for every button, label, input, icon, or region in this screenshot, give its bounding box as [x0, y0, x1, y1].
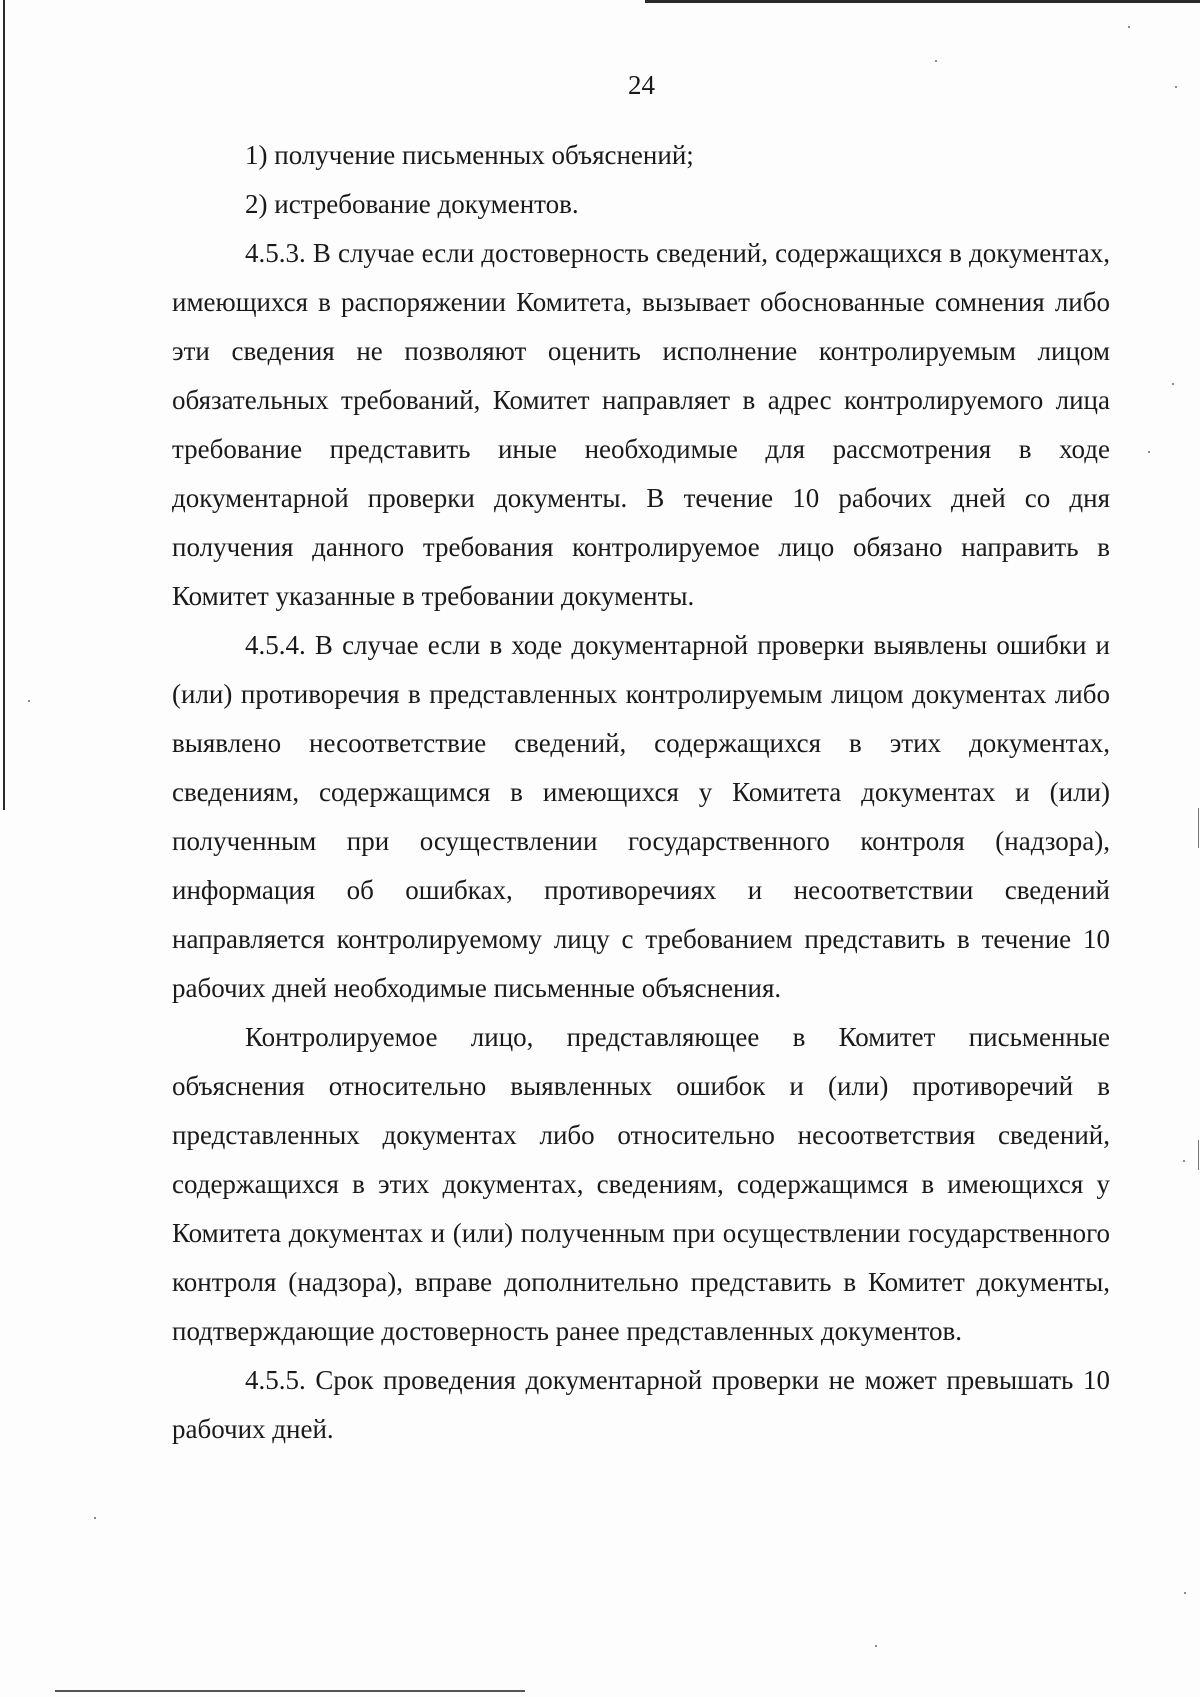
scan-speck [1172, 383, 1174, 385]
scan-speck [1183, 1160, 1185, 1162]
paragraph-4-5-4: 4.5.4. В случае если в ходе документарной проверки выявлены ошибки и (или) противоречия в представленных контролируемым лицом документах либо выявлено несоответствие сведений, содержащихся в этих документах, сведениям, содержащимся в имеющихся у Комитета документах и (или) полученным при осуществлении государственного контроля (надзора), информация об ошибках, противоречиях и несоответствии сведений направляется контролируемому лицу с требованием представить в течение 10 рабочих дней необходимые письменные объяснения. [172, 630, 1110, 1003]
paragraph-controlled-person: Контролируемое лицо, представляющее в Комитет письменные объяснения относительно выявленных ошибок и (или) противоречий в представленных документах либо относительно несоответствия сведений, содержащихся в этих документах, сведениям, содержащимся в имеющихся у Комитета документах и (или) полученным при осуществлении государственного контроля (надзора), вправе дополнительно представить в Комитет документы, подтверждающие достоверность ранее представленных документов. [172, 1022, 1110, 1346]
paragraph-4-5-5: 4.5.5. Срок проведения документарной проверки не может превышать 10 рабочих дней. [172, 1365, 1110, 1444]
paragraph-4-5-3: 4.5.3. В случае если достоверность сведений, содержащихся в документах, имеющихся в распоряжении Комитета, вызывает обоснованные сомнения либо эти сведения не позволяют оценить исполнение контролируемым лицом обязательных требований, Комитет направляет в адрес контролируемого лица требование представить иные необходимые для рассмотрения в ходе документарной проверки документы. В течение 10 рабочих дней со дня получения данного требования контролируемое лицо обязано направить в Комитет указанные в требовании документы. [172, 238, 1110, 611]
scan-edge-left [3, 0, 5, 810]
scan-edge-top [645, 0, 1200, 3]
scan-edge-right-mark [1198, 808, 1199, 848]
list-item-2: 2) истребование документов. [245, 189, 579, 219]
scan-speck [28, 700, 30, 702]
list-item-1: 1) получение письменных объяснений; [245, 140, 694, 170]
document-body [172, 131, 1110, 1454]
scan-edge-right-mark [1198, 1140, 1199, 1170]
scan-speck [94, 1517, 96, 1519]
page-number: 24 [628, 70, 655, 100]
scan-speck [875, 1645, 877, 1647]
scan-edge-bottom [55, 1690, 525, 1692]
scan-speck [935, 60, 937, 62]
scan-speck [1184, 1592, 1186, 1594]
scan-speck [1148, 451, 1150, 453]
scan-speck [1128, 26, 1130, 28]
